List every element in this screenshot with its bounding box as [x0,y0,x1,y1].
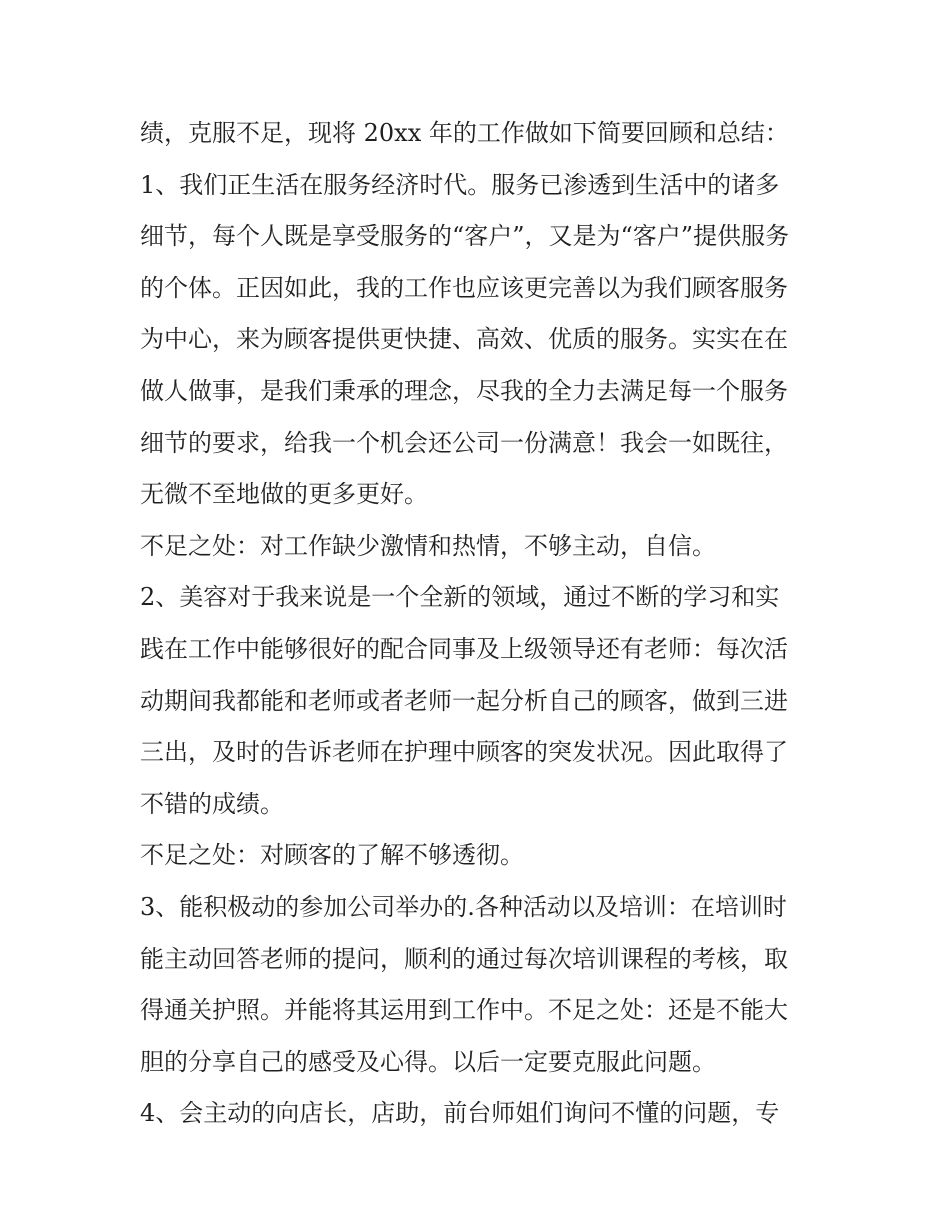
text-line: 不错的成绩。 [140,789,284,818]
document-body [140,108,820,1140]
text-line: 细节，每个人既是享受服务的“客户”，又是为“客户”提供服务 [140,222,790,251]
text-line: 绩，克服不足，现将 20xx 年的工作做如下简要回顾和总结： [140,119,789,147]
text-line: 胆的分享自己的感受及心得。以后一定要克服此问题。 [140,1047,716,1076]
text-line: 无微不至地做的更多更好。 [140,480,428,509]
text-line: 不足之处：对顾客的了解不够透彻。 [140,841,524,870]
text-line: 能主动回答老师的提问，顺利的通过每次培训课程的考核，取 [140,944,788,973]
text-line: 不足之处：对工作缺少激情和热情，不够主动，自信。 [140,531,716,560]
text-line: 得通关护照。并能将其运用到工作中。不足之处：还是不能大 [140,996,788,1025]
text-line: 三出，及时的告诉老师在护理中顾客的突发状况。因此取得了 [140,738,788,767]
text-line: 的个体。正因如此，我的工作也应该更完善以为我们顾客服务 [140,273,788,302]
text-line: 践在工作中能够很好的配合同事及上级领导还有老师：每次活 [140,634,788,663]
text-line: 4、会主动的向店长，店助，前台师姐们询问不懂的问题，专 [140,1099,780,1128]
text-line: 细节的要求，给我一个机会还公司一份满意！我会一如既往， [140,428,788,457]
text-line: 3、能积极动的参加公司举办的.各种活动以及培训：在培训时 [140,892,787,921]
text-line: 做人做事，是我们秉承的理念，尽我的全力去满足每一个服务 [140,376,788,405]
text-line: 2、美容对于我来说是一个全新的领域，通过不断的学习和实 [140,583,780,612]
text-line: 为中心，来为顾客提供更快捷、高效、优质的服务。实实在在 [140,325,788,354]
text-line: 1、我们正生活在服务经济时代。服务已渗透到生活中的诸多 [140,170,780,199]
text-line: 动期间我都能和老师或者老师一起分析自己的顾客，做到三进 [140,686,788,715]
